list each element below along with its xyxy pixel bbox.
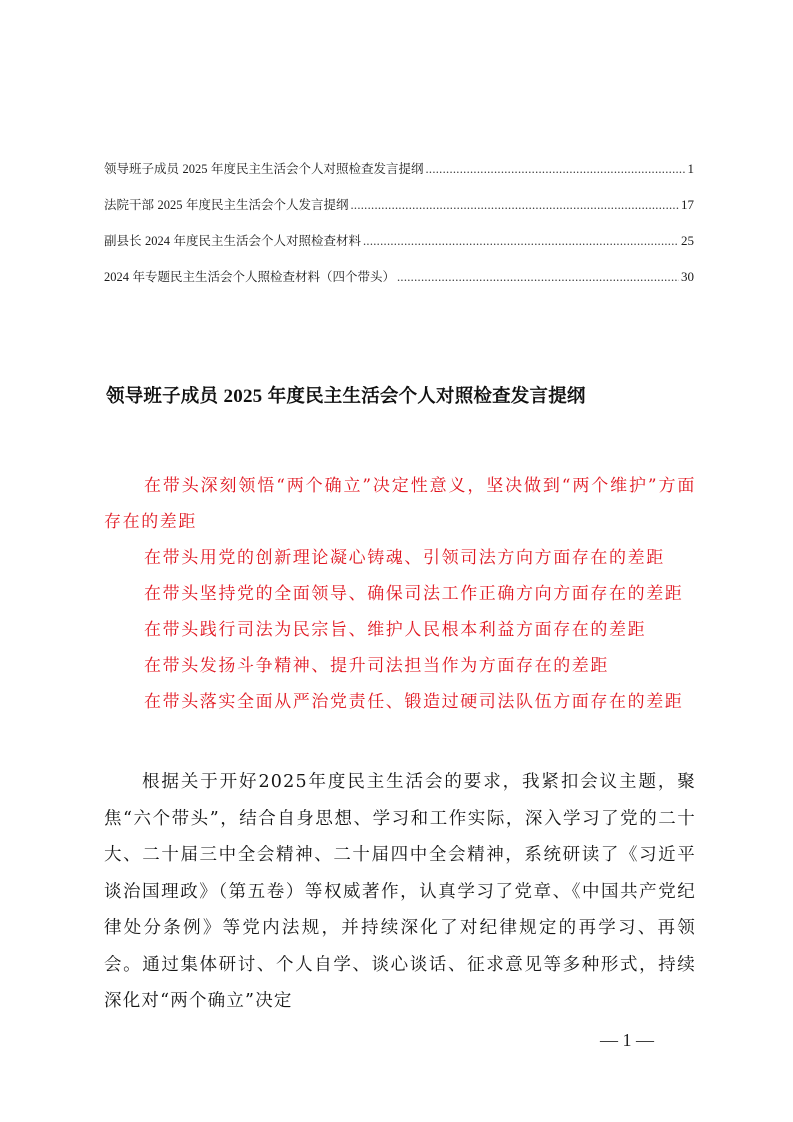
toc-entry[interactable] xyxy=(104,159,694,195)
document-title: 领导班子成员 2025 年度民主生活会个人对照检查发言提纲 xyxy=(106,385,586,408)
key-point: 在带头践行司法为民宗旨、维护人民根本利益方面存在的差距 xyxy=(144,620,647,640)
toc-entry-page: 25 xyxy=(681,233,694,248)
key-points-list xyxy=(104,468,696,720)
toc-entry-title: 2024 年专题民主生活会个人照检查材料（四个带头） xyxy=(104,270,395,284)
toc-leader-dots xyxy=(397,267,679,287)
toc-entry-title: 副县长 2024 年度民主生活会个人对照检查材料 xyxy=(104,234,361,248)
key-point: 在带头深刻领悟“两个确立”决定性意义，坚决做到“两个维护”方面存在的差距 xyxy=(104,476,696,532)
toc-entry-page: 30 xyxy=(681,269,694,284)
toc-entry[interactable] xyxy=(104,267,694,303)
key-point: 在带头发扬斗争精神、提升司法担当作为方面存在的差距 xyxy=(144,656,609,676)
key-point: 在带头用党的创新理论凝心铸魂、引领司法方向方面存在的差距 xyxy=(144,548,665,568)
toc-leader-dots xyxy=(425,159,685,179)
table-of-contents xyxy=(104,159,694,303)
toc-entry[interactable] xyxy=(104,231,694,267)
toc-entry-title: 法院干部 2025 年度民主生活会个人发言提纲 xyxy=(104,198,349,212)
toc-leader-dots xyxy=(363,231,679,251)
toc-entry[interactable] xyxy=(104,195,694,231)
key-point: 在带头坚持党的全面领导、确保司法工作正确方向方面存在的差距 xyxy=(144,584,684,604)
toc-entry-title: 领导班子成员 2025 年度民主生活会个人对照检查发言提纲 xyxy=(104,162,424,176)
page-number: — 1 — xyxy=(600,1030,654,1050)
key-point: 在带头落实全面从严治党责任、锻造过硬司法队伍方面存在的差距 xyxy=(144,692,684,712)
toc-leader-dots xyxy=(350,195,679,215)
body-paragraph: 根据关于开好2025年度民主生活会的要求，我紧扣会议主题，聚焦“六个带头”，结合自身思想、学习和工作实际，深入学习了党的二十大、二十届三中全会精神、二十届四中全会精神，系统研读了《习近平谈治国理政》（第五卷）等权威著作，认真学习了党章、《中国共产党纪律处分条例》等党内法规，并持续深化了对纪律规定的再学习、再领会。通过集体研讨、个人自学、谈心谈话、征求意见等多种形式，持续深化对“两个确立”决定 xyxy=(104,772,696,1011)
toc-entry-page: 17 xyxy=(681,197,694,212)
toc-entry-page: 1 xyxy=(687,161,694,176)
